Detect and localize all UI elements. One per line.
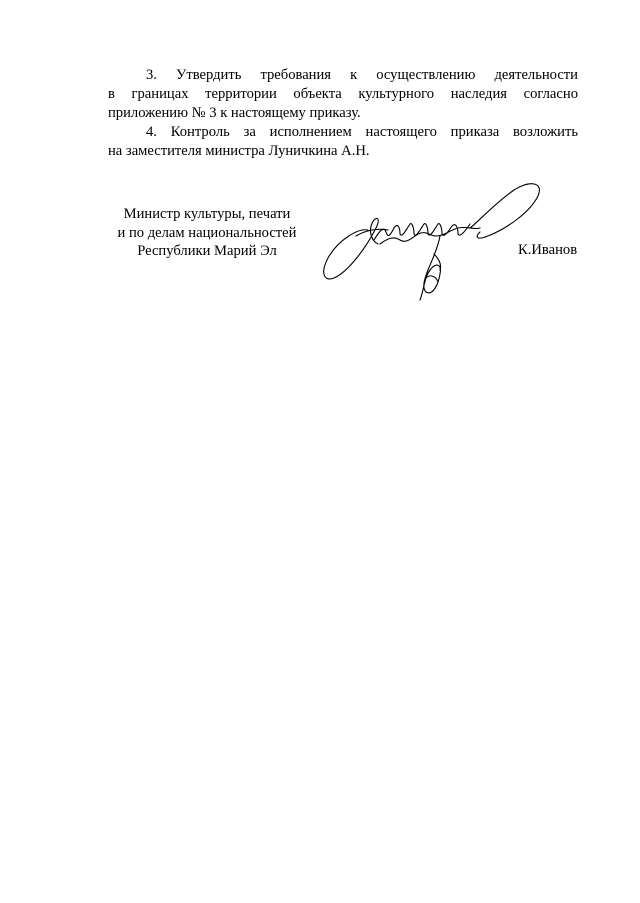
paragraph-4-line-1: 4. Контроль за исполнением настоящего приказа возложить bbox=[146, 124, 578, 140]
paragraph-3-line-2: в границах территории объекта культурного наследия согласно bbox=[108, 86, 578, 102]
paragraph-4-line-2: на заместителя министра Луничкина А.Н. bbox=[108, 143, 370, 159]
signatory-title-line-1: Министр культуры, печати bbox=[123, 206, 291, 222]
paragraph-3-line-3: приложению № 3 к настоящему приказу. bbox=[108, 105, 361, 121]
paragraph-4 bbox=[108, 123, 578, 161]
signatory-name: К.Иванов bbox=[518, 242, 578, 258]
paragraph-3 bbox=[108, 66, 578, 123]
signatory-title-line-3: Республики Марий Эл bbox=[137, 243, 277, 259]
signatory-title-line-2: и по делам национальностей bbox=[117, 224, 297, 241]
signatory-title bbox=[102, 205, 312, 261]
paragraph-3-line-1: 3. Утвердить требования к осуществлению деятельности bbox=[146, 67, 578, 83]
